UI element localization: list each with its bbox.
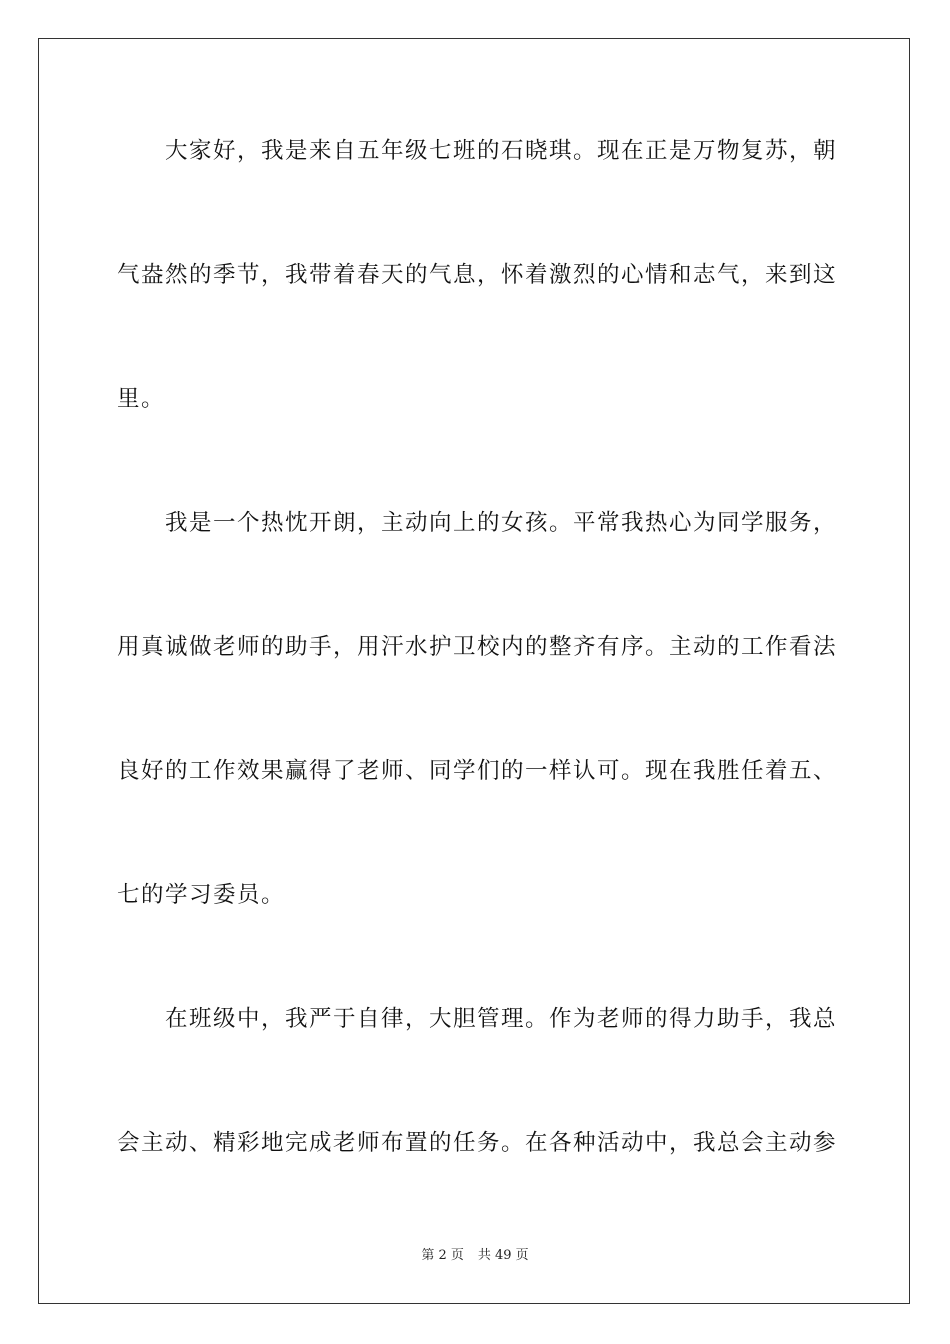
paragraph-2-line-2: 用真诚做老师的助手，用汗水护卫校内的整齐有序。主动的工作看法 xyxy=(117,634,838,660)
total-pages: 共 49 页 xyxy=(477,1248,529,1263)
paragraph-1-line-1: 大家好，我是来自五年级七班的石晓琪。现在正是万物复苏，朝 xyxy=(165,138,838,164)
page-footer xyxy=(0,1247,950,1265)
paragraph-3-line-2: 会主动、精彩地完成老师布置的任务。在各种活动中，我总会主动参 xyxy=(117,1130,838,1156)
page-number: 第 2 页 xyxy=(421,1248,464,1263)
paragraph-2-line-4: 七的学习委员。 xyxy=(117,882,286,908)
paragraph-2-line-3: 良好的工作效果赢得了老师、同学们的一样认可。现在我胜任着五、 xyxy=(117,758,838,784)
page-frame xyxy=(38,38,910,1304)
paragraph-2-line-1: 我是一个热忱开朗，主动向上的女孩。平常我热心为同学服务， xyxy=(165,510,838,536)
paragraph-1-line-2: 气盎然的季节，我带着春天的气息，怀着激烈的心情和志气，来到这 xyxy=(117,262,838,288)
paragraph-1-line-3: 里。 xyxy=(117,386,166,412)
paragraph-3-line-1: 在班级中，我严于自律，大胆管理。作为老师的得力助手，我总 xyxy=(165,1006,838,1032)
